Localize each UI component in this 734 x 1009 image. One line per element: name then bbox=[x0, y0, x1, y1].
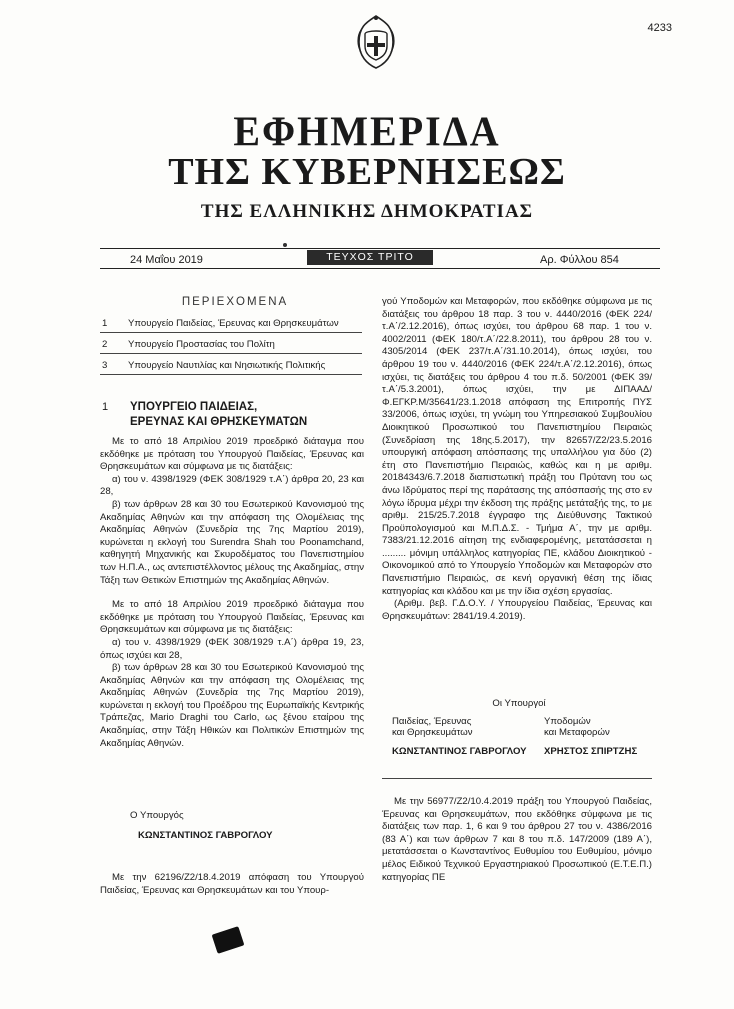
paragraph: Με την 56977/Ζ2/10.4.2019 πράξη του Υπουργού Παιδείας, Έρευνας και Θρησκευμάτων, που εκδόθηκε σύμφωνα με τις διατάξεις των παρ. 1, 6 και 9 του άρθρου 27 του ν. 4386/2016 (83 Α΄) και των άρθρων 7 και 8 του π.δ. 147/2009 (189 Α΄), μετατάσσεται ο Κωνσταντίνος Ευθυμίου του Ευθυμίου, μόνιμο μέλος Ειδικού Τεχνικού Εργαστηριακού Προσωπικού (Ε.Τ.Ε.Π.) κατηγορίας ΠΕ bbox=[382, 796, 652, 883]
section-heading bbox=[130, 400, 307, 430]
signature-role-line: Υποδομών bbox=[544, 716, 591, 727]
header-rule-top bbox=[100, 248, 660, 249]
paragraph: β) των άρθρων 28 και 30 του Εσωτερικού Κανονισμού της Ακαδημίας Αθηνών και την απόφαση της Ολομέλειας της Ακαδημίας Αθηνών (Συνεδρία της 7ης Μαρτίου 2019), κυρώνεται η εκλογή του Surendra Shah του Poonamchand, καθηγητή Μηχανικής και Σκυροδέματος του Πανεπιστημίου των Η.Π.Α., ως αντεπιστέλλοντος μέλους της Ακαδημίας, στην Τάξη των Θετικών Επιστημών της Ακαδημίας Αθηνών. bbox=[100, 498, 364, 586]
signature-name: ΧΡΗΣΤΟΣ ΣΠΙΡΤΖΗΣ bbox=[544, 746, 638, 757]
signature-role-line: Παιδείας, Έρευνας bbox=[392, 716, 472, 727]
signature-name: ΚΩΝΣΤΑΝΤΙΝΟΣ ΓΑΒΡΟΓΛΟΥ bbox=[392, 746, 527, 757]
issue-label: ΤΕΥΧΟΣ ΤΡΙΤΟ bbox=[307, 250, 433, 265]
toc-item-number: 1 bbox=[102, 318, 108, 329]
ink-smudge bbox=[212, 926, 245, 954]
paragraph: Με το από 18 Απριλίου 2019 προεδρικό διάταγμα που εκδόθηκε με πρόταση του Υπουργού Παιδείας, Έρευνας και Θρησκευμάτων και σύμφωνα με τις διατάξεις: bbox=[100, 599, 364, 636]
paragraph: β) των άρθρων 28 και 30 του Εσωτερικού Κανονισμού της Ακαδημίας Αθηνών και την απόφαση της Ολομέλειας της Ακαδημίας Αθηνών (Συνεδρία της 7ης Μαρτίου 2019), κυρώνεται η εκλογή του Προέδρου της Ευρωπαϊκής Κεντρικής Τράπεζας, Mario Draghi του Carlo, ως ξένου εταίρου της Ακαδημίας, στην Τάξη Ηθικών και Πολιτικών Επιστημών της Ακαδημίας Αθηνών. bbox=[100, 662, 364, 749]
toc-item[interactable] bbox=[100, 356, 362, 375]
gazette-title-line2: ΤΗΣ ΚΥΒΕΡΝΗΣΕΩΣ bbox=[168, 151, 566, 193]
toc-item[interactable] bbox=[100, 314, 362, 333]
toc-item[interactable] bbox=[100, 335, 362, 354]
section-heading-line1: ΥΠΟΥΡΓΕΙΟ ΠΑΙΔΕΙΑΣ, bbox=[130, 401, 258, 413]
section-divider bbox=[382, 778, 652, 779]
toc-title: ΠΕΡΙΕΧΟΜΕΝΑ bbox=[181, 296, 289, 308]
issue-date: 24 Μαΐου 2019 bbox=[130, 254, 203, 266]
signature-role-line: και Μεταφορών bbox=[544, 727, 610, 738]
ministers-title: Οι Υπουργοί bbox=[492, 698, 546, 709]
right-column-bottom bbox=[382, 796, 652, 884]
paragraph: Με την 62196/Ζ2/18.4.2019 απόφαση του Υπουργού Παιδείας, Έρευνας και Θρησκευμάτων και του Υπουρ- bbox=[100, 872, 364, 896]
paragraph: α) του ν. 4398/1929 (ΦΕΚ 308/1929 τ.Α΄) άρθρα 19, 23, όπως ισχύει και 28, bbox=[100, 636, 364, 661]
signer-name: ΚΩΝΣΤΑΝΤΙΝΟΣ ΓΑΒΡΟΓΛΟΥ bbox=[138, 830, 273, 841]
sheet-number: Αρ. Φύλλου 854 bbox=[540, 254, 619, 266]
signature-role-line: και Θρησκευμάτων bbox=[392, 727, 473, 738]
signature-block-1 bbox=[392, 716, 527, 757]
section-heading-line2: ΕΡΕΥΝΑΣ ΚΑΙ ΘΡΗΣΚΕΥΜΑΤΩΝ bbox=[130, 416, 308, 428]
signer-title: Ο Υπουργός bbox=[130, 810, 184, 821]
toc-item-number: 2 bbox=[102, 339, 108, 350]
gazette-title: ΕΦΗΜΕΡΙΔΑ bbox=[233, 107, 501, 156]
toc-item-label: Υπουργείο Παιδείας, Έρευνας και Θρησκευμάτων bbox=[128, 318, 339, 329]
coat-of-arms-icon bbox=[353, 12, 399, 72]
paragraph: Με το από 18 Απριλίου 2019 προεδρικό διάταγμα που εκδόθηκε με πρόταση του Υπουργού Παιδείας, Έρευνας και Θρησκευμάτων και σύμφωνα με τις διατάξεις: bbox=[100, 436, 364, 473]
header-rule-bottom bbox=[100, 268, 660, 269]
paragraph: α) του ν. 4398/1929 (ΦΕΚ 308/1929 τ.Α΄) άρθρα 20, 23 και 28, bbox=[100, 473, 364, 498]
gazette-subtitle: ΤΗΣ ΕΛΛΗΝΙΚΗΣ ΔΗΜΟΚΡΑΤΙΑΣ bbox=[200, 201, 534, 222]
toc-item-number: 3 bbox=[102, 360, 108, 371]
left-column-bottom bbox=[100, 872, 364, 897]
signature-block-2 bbox=[544, 716, 637, 757]
section-number: 1 bbox=[102, 401, 109, 413]
page-number: 4233 bbox=[647, 22, 672, 34]
speck-mark bbox=[283, 243, 287, 247]
left-column bbox=[100, 436, 364, 750]
paragraph: (Αριθμ. βεβ. Γ.Δ.Ο.Υ. / Υπουργείου Παιδείας, Έρευνας και Θρησκευμάτων: 2841/19.4.2019). bbox=[382, 598, 652, 622]
toc-item-label: Υπουργείο Ναυτιλίας και Νησιωτικής Πολιτικής bbox=[128, 360, 326, 371]
paragraph: γού Υποδομών και Μεταφορών, που εκδόθηκε σύμφωνα με τις διατάξεις του άρθρου 18 παρ. 3 του ν. 4440/2016 (ΦΕΚ 224/τ.Α΄/2.12.2016), όπως ισχύει, του άρθρου 68 παρ. 1 του ν. 4002/2011 (ΦΕΚ 180/τ.Α΄/22.8.2011), του άρθρου 28 του ν. 4305/2014 (ΦΕΚ 237/τ.Α΄/31.10.2014), όπως ισχύει, του άρθρου 19 του ν. 4440/2016 (ΦΕΚ 224/τ.Α΄/2.12.2016), όπως ισχύει, τις διατάξεις του άρθρου 4 του π.δ. 50/2001 (ΦΕΚ 39/τ.Α΄/5.3.2001), όπως ισχύει, την με ΔΙΠΑΑΔ/Φ.ΕΓΚΡ.Μ/35641/23.1.2018 απόφαση της Επιτροπής ΠΥΣ 33/2006, όπως ισχύει, τη γνώμη του Υπηρεσιακού Συμβουλίου Διοικητικού Προσωπικού του Πανεπιστημίου Πειραιώς (Συνεδρίαση της 18ης.5.2017), την 82657/Ζ2/23.5.2016 υπουργική απόφαση απόσπασης της υπαλλήλου για δύο (2) έτη στο Πανεπιστήμιο Πειραιώς, καθώς και η με αριθμ. 20184343/6.7.2018 διαπιστωτική πράξη του Πρύτανη του ως άνω Ιδρύματος περί της παράτασης της απόσπασής της στο εν λόγω ίδρυμα μέχρι την έκδοση της πράξης μετάταξής της, το με αριθμ. 215/25.7.2018 έγγραφο της Διεύθυνσης Τακτικού Προϋπολογισμού και Μ.Π.Δ.Σ. - Τμήμα Α΄, την με αριθμ. 7383/21.12.2016 αίτηση της ενδιαφερομένης, μετατάσσεται η ......... μόνιμη υπάλληλος κατηγορίας ΠΕ, κλάδου Διοικητικού - Οικονομικού από το Υπουργείο Υποδομών και Μεταφορών στο Πανεπιστήμιο Πειραιώς, σε κενή οργανική θέση της ίδιας κατηγορίας και κλάδου και με την ίδια σχέση εργασίας. bbox=[382, 296, 652, 597]
toc-item-label: Υπουργείο Προστασίας του Πολίτη bbox=[128, 339, 275, 350]
right-column bbox=[382, 296, 652, 623]
